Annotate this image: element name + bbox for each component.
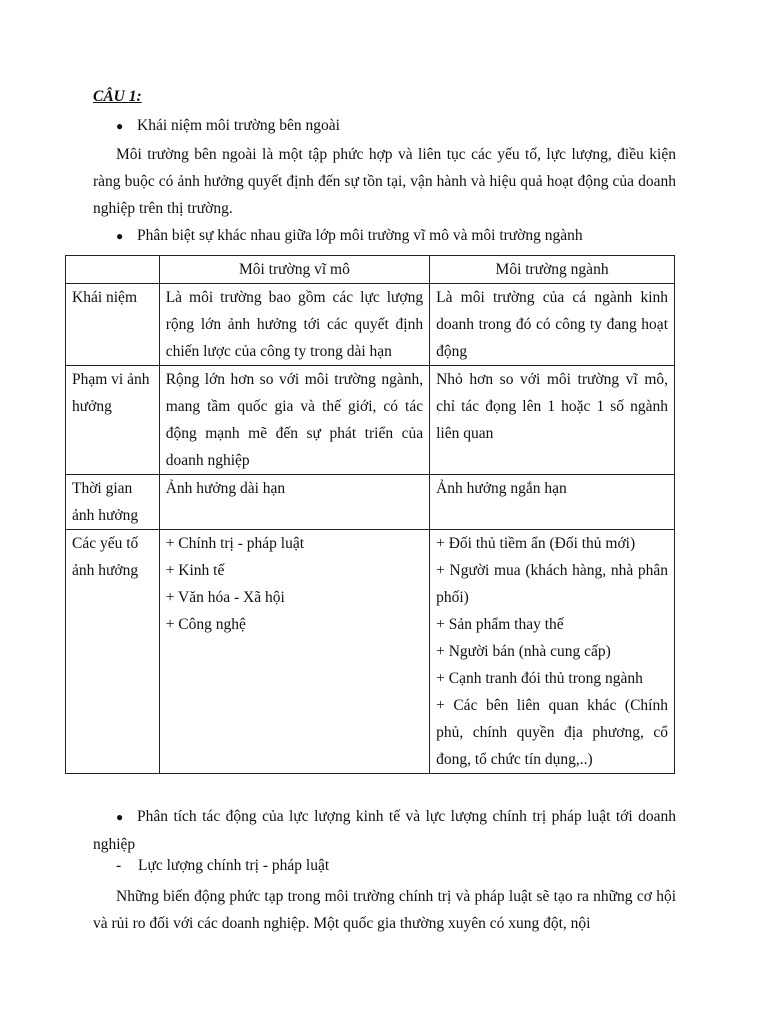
table-row xyxy=(66,284,675,366)
bullet-analysis-text: Phân tích tác động của lực lượng kinh tế và lực lượng chính trị pháp luật tới doanh nghiệp xyxy=(93,808,676,853)
table-row xyxy=(66,475,675,530)
macro-factor-item: + Công nghệ xyxy=(165,616,246,633)
bullet-compare-text: Phân biệt sự khác nhau giữa lớp môi trường vĩ mô và môi trường ngành xyxy=(137,227,583,244)
comparison-table xyxy=(65,255,675,774)
industry-factors-cell xyxy=(430,530,675,774)
macro-factors-cell xyxy=(159,530,429,774)
closing-paragraph: Những biến động phức tạp trong môi trường chính trị và pháp luật sẽ tạo ra những cơ hội và rủi ro đối với các doanh nghiệp. Một quốc gia thường xuyên có xung đột, nội xyxy=(93,888,676,932)
macro-cell: Ảnh hưởng dài hạn xyxy=(159,475,429,530)
row-label: Các yếu tố ảnh hưởng xyxy=(66,530,160,774)
bullet-compare xyxy=(116,227,583,245)
industry-factor-item: + Sản phẩm thay thế xyxy=(436,616,564,633)
macro-cell: Rộng lớn hơn so với môi trường ngành, mang tầm quốc gia và thế giới, có tác động mạnh mẽ đến sự phát triển của doanh nghiệp xyxy=(159,366,429,475)
bullet-concept xyxy=(116,117,340,135)
subsection-title: Lực lượng chính trị - pháp luật xyxy=(138,857,330,874)
bullet-analysis xyxy=(93,803,676,858)
table-row xyxy=(66,530,675,774)
table-header-row xyxy=(66,256,675,284)
table-header-macro: Môi trường vĩ mô xyxy=(159,256,429,284)
bullet-concept-text: Khái niệm môi trường bên ngoài xyxy=(137,117,340,134)
industry-factor-item: + Đối thủ tiềm ẩn (Đối thủ mới) xyxy=(436,535,636,552)
row-label: Khái niệm xyxy=(66,284,160,366)
industry-factor-item: + Người mua (khách hàng, nhà phân phối) xyxy=(436,562,668,606)
row-label: Thời gian ảnh hưởng xyxy=(66,475,160,530)
question-heading: CÂU 1: xyxy=(93,88,142,105)
macro-factor-item: + Kinh tế xyxy=(165,562,225,579)
industry-factor-item: + Các bên liên quan khác (Chính phủ, chính quyền địa phương, cổ đong, tổ chức tín dụng,..) xyxy=(436,697,668,768)
industry-factor-item: + Người bán (nhà cung cấp) xyxy=(436,643,611,660)
definition-paragraph: Môi trường bên ngoài là một tập phức hợp và liên tục các yếu tố, lực lượng, điều kiện ràng buộc có ảnh hưởng quyết định đến sự tồn tại, vận hành và hiệu quả hoạt động của doanh nghiệp trên thị trường. xyxy=(93,146,676,217)
macro-factor-item: + Văn hóa - Xã hội xyxy=(165,589,285,606)
bullet-icon: ● xyxy=(116,119,124,133)
row-label: Phạm vi ảnh hưởng xyxy=(66,366,160,475)
table-header-empty xyxy=(66,256,160,284)
bullet-icon: ● xyxy=(116,810,124,824)
industry-cell: Là môi trường của cá ngành kinh doanh trong đó có công ty đang hoạt động xyxy=(430,284,675,366)
table-row xyxy=(66,366,675,475)
bullet-icon: ● xyxy=(116,229,124,243)
dash-marker: - xyxy=(116,857,122,874)
subsection-heading xyxy=(116,857,329,875)
industry-cell: Nhỏ hơn so với môi trường vĩ mô, chỉ tác đọng lên 1 hoặc 1 số ngành liên quan xyxy=(430,366,675,475)
industry-cell: Ảnh hưởng ngắn hạn xyxy=(430,475,675,530)
macro-cell: Là môi trường bao gồm các lực lượng rộng lớn ảnh hưởng tới các quyết định chiến lược của công ty trong dài hạn xyxy=(159,284,429,366)
industry-factor-item: + Cạnh tranh đói thủ trong ngành xyxy=(436,670,643,687)
macro-factor-item: + Chính trị - pháp luật xyxy=(165,535,305,552)
table-header-industry: Môi trường ngành xyxy=(430,256,675,284)
